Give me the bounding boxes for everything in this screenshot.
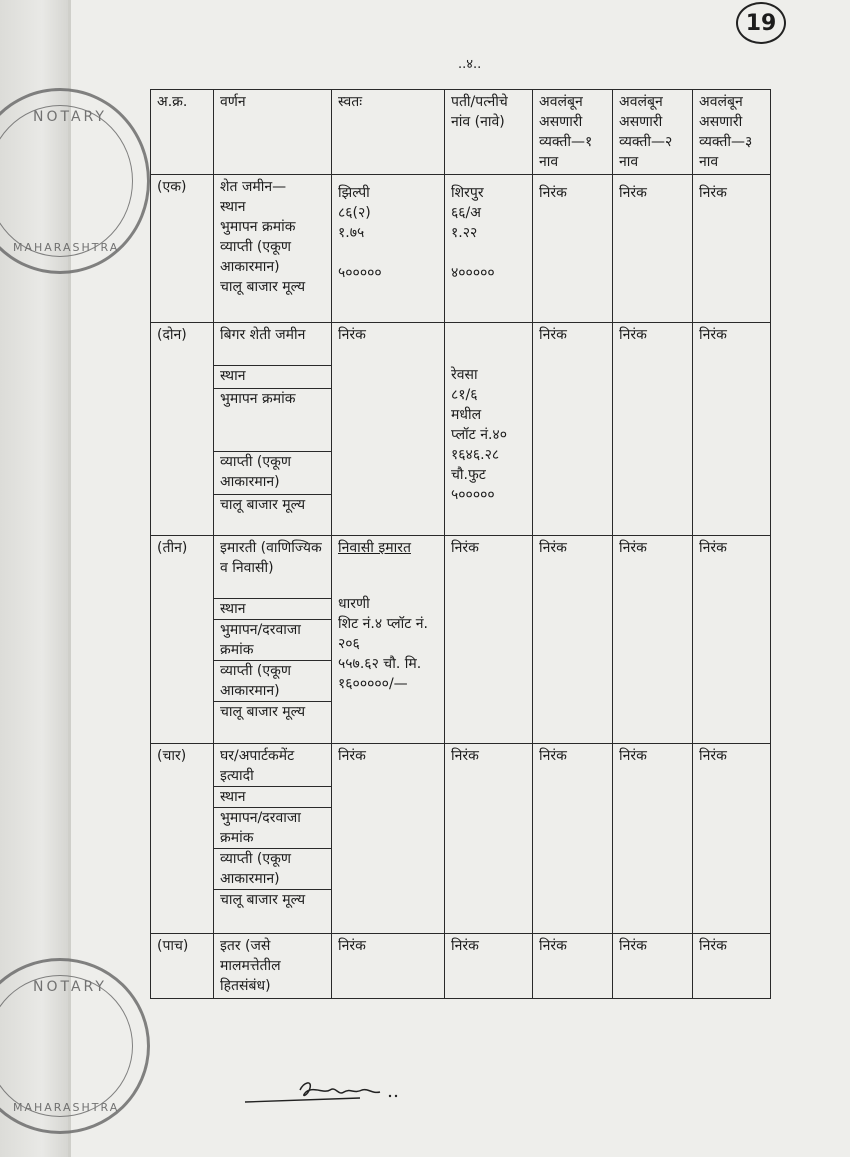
spouse-plot-number: प्लॉट नं.४० [451, 427, 507, 443]
table-row-buildings [151, 536, 771, 744]
desc-area: व्याप्ती (एकूण आकारमान) [220, 239, 291, 275]
description-cell: इतर (जसे मालमत्तेतील हितसंबंध) [214, 934, 332, 999]
desc-heading: इमारती (वाणिज्यिक व निवासी) [220, 540, 322, 576]
table-header-row [151, 90, 771, 175]
table-row-non-agricultural-land [151, 323, 771, 536]
spouse-location: शिरपुर [451, 185, 484, 201]
spouse-cell: निरंक [445, 744, 533, 934]
desc-heading: शेत जमीन— [220, 179, 287, 195]
self-cell [332, 536, 445, 744]
desc-market-value: चालू बाजार मूल्य [220, 279, 306, 295]
dependent-3-cell: निरंक [693, 323, 771, 536]
self-building-type: निवासी इमारत [338, 540, 411, 556]
header-dependent-2: अवलंबून असणारी व्यक्ती—२ नाव [613, 90, 693, 175]
page-marker: ..४.. [458, 57, 482, 72]
self-cell [332, 175, 445, 323]
desc-heading: बिगर शेती जमीन [220, 327, 306, 343]
self-survey-number: ८६(२) [338, 205, 371, 221]
header-dependent-1: अवलंबून असणारी व्यक्ती—१ नाव [533, 90, 613, 175]
self-cell: निरंक [332, 744, 445, 934]
table-row-house-apartment [151, 744, 771, 934]
header-spouse: पती/पत्नीचे नांव (नावे) [445, 90, 533, 175]
spouse-market-value: ५००००० [451, 487, 495, 503]
dependent-3-value: निरंक [699, 185, 727, 201]
dependent-3-cell: निरंक [693, 934, 771, 999]
dependent-2-cell [613, 175, 693, 323]
desc-location: स्थान [220, 199, 246, 215]
description-cell [214, 175, 332, 323]
self-market-value: ५००००० [338, 265, 382, 281]
dependent-1-cell: निरंक [533, 934, 613, 999]
spouse-area: १.२२ [451, 225, 478, 241]
page-number: 19 [745, 10, 777, 36]
table-row-other-interests [151, 934, 771, 999]
header-serial: अ.क्र. [151, 90, 214, 175]
desc-location: स्थान [214, 786, 331, 807]
dependent-1-cell [533, 175, 613, 323]
self-location: झिल्पी [338, 185, 370, 201]
dependent-3-cell: निरंक [693, 744, 771, 934]
dependent-1-value: निरंक [539, 185, 567, 201]
description-cell [214, 323, 332, 536]
serial-cell: (तीन) [151, 536, 214, 744]
spouse-cell: निरंक [445, 536, 533, 744]
dependent-1-cell: निरंक [533, 323, 613, 536]
description-cell [214, 744, 332, 934]
stamp-bottom-text: NOTARY [33, 979, 107, 995]
spouse-area: १६४६.२८ [451, 447, 500, 463]
spouse-cell [445, 175, 533, 323]
desc-survey-number: भुमापन क्रमांक [214, 388, 331, 451]
asset-declaration-table [150, 89, 771, 999]
desc-market-value: चालू बाजार मूल्य [214, 889, 331, 930]
desc-heading: घर/अपार्टकमेंट इत्यादी [220, 748, 295, 784]
self-area: १.७५ [338, 225, 365, 241]
desc-survey-number: भुमापन/दरवाजा क्रमांक [214, 619, 331, 660]
dependent-3-cell: निरंक [693, 536, 771, 744]
spouse-survey-number: ८१/६ [451, 387, 478, 403]
self-area: ५५७.६२ चौ. मि. [338, 656, 422, 672]
spouse-market-value: ४००००० [451, 265, 495, 281]
desc-market-value: चालू बाजार मूल्य [214, 701, 331, 742]
header-description: वर्णन [214, 90, 332, 175]
desc-area: व्याप्ती (एकूण आकारमान) [214, 848, 331, 889]
dependent-2-cell: निरंक [613, 744, 693, 934]
dependent-3-cell [693, 175, 771, 323]
header-self: स्वतः [332, 90, 445, 175]
dependent-1-cell: निरंक [533, 744, 613, 934]
serial-cell: (दोन) [151, 323, 214, 536]
desc-location: स्थान [214, 365, 331, 388]
self-cell: निरंक [332, 934, 445, 999]
spouse-cell: निरंक [445, 934, 533, 999]
self-market-value: १६०००००/— [338, 676, 408, 692]
serial-cell: (एक) [151, 175, 214, 323]
spouse-survey-number: ६६/अ [451, 205, 481, 221]
dependent-1-cell: निरंक [533, 536, 613, 744]
header-dependent-3: अवलंबून असणारी व्यक्ती—३ नाव [693, 90, 771, 175]
self-cell: निरंक [332, 323, 445, 536]
dependent-2-value: निरंक [619, 185, 647, 201]
self-location: धारणी [338, 596, 370, 612]
serial-cell: (पाच) [151, 934, 214, 999]
table-row-agricultural-land [151, 175, 771, 323]
stamp-top-text: NOTARY [33, 109, 107, 125]
desc-market-value: चालू बाजार मूल्य [214, 494, 331, 535]
desc-survey-number: भुमापन क्रमांक [220, 219, 296, 235]
desc-area: व्याप्ती (एकूण आकारमान) [214, 660, 331, 701]
desc-survey-number: भुमापन/दरवाजा क्रमांक [214, 807, 331, 848]
dependent-2-cell: निरंक [613, 934, 693, 999]
spouse-cell [445, 323, 533, 536]
serial-cell: (चार) [151, 744, 214, 934]
spouse-location: रेवसा [451, 367, 478, 383]
desc-location: स्थान [214, 598, 331, 619]
page-number-circle [736, 2, 786, 44]
desc-area: व्याप्ती (एकूण आकारमान) [214, 451, 331, 494]
self-plot-number: शिट नं.४ प्लॉट नं. २०६ [338, 616, 429, 652]
stamp-top-state: MAHARASHTRA [13, 241, 120, 254]
description-cell [214, 536, 332, 744]
stamp-bottom-state: MAHARASHTRA [13, 1101, 120, 1114]
spouse-area-unit: चौ.फुट [451, 467, 486, 483]
signature-scribble [240, 1068, 410, 1108]
dependent-2-cell: निरंक [613, 323, 693, 536]
spouse-within: मधील [451, 407, 482, 423]
dependent-2-cell: निरंक [613, 536, 693, 744]
